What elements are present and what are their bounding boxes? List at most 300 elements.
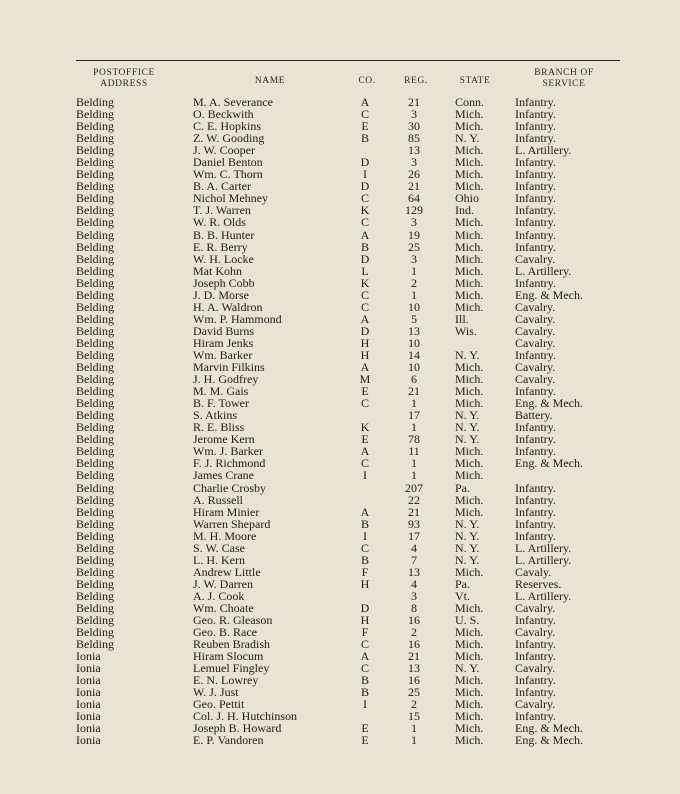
header-address-text: ADDRESS	[100, 79, 148, 89]
postoffice-cell: Ionia	[76, 721, 101, 736]
state-cell: Mich.	[455, 251, 484, 266]
branch-cell: Cavalry.	[515, 323, 556, 338]
regiment-cell: 4	[411, 576, 417, 591]
name-cell: Nichol Mehney	[193, 191, 268, 206]
postoffice-cell: Belding	[76, 215, 114, 230]
company-cell: B	[360, 685, 369, 700]
state-cell: Mich.	[455, 673, 484, 688]
branch-cell: Infantry.	[515, 637, 556, 652]
branch-cell: Cavaly.	[515, 564, 552, 579]
branch-cell: Cavalry.	[515, 335, 556, 350]
regiment-cell: 5	[411, 311, 417, 326]
postoffice-cell: Ionia	[76, 733, 101, 748]
name-cell: Geo. Pettit	[193, 697, 245, 712]
company-cell: C	[360, 215, 369, 230]
name-cell: J. W. Cooper	[193, 143, 256, 158]
state-cell: N. Y.	[455, 528, 480, 543]
table-row	[0, 650, 680, 662]
company-cell: B	[360, 673, 369, 688]
company-cell: C	[360, 107, 369, 122]
branch-cell: Cavalry.	[515, 697, 556, 712]
company-cell: C	[360, 637, 369, 652]
header-postoffice-text: POSTOFFICE	[93, 68, 155, 78]
column-header-name: NAME	[254, 76, 286, 86]
regiment-cell: 30	[408, 119, 420, 134]
postoffice-cell: Belding	[76, 384, 114, 399]
column-header-postoffice-address	[80, 68, 168, 94]
regiment-cell: 3	[411, 215, 417, 230]
postoffice-cell: Belding	[76, 576, 114, 591]
postoffice-cell: Belding	[76, 107, 114, 122]
regiment-cell: 85	[408, 131, 420, 146]
branch-cell: Infantry.	[515, 95, 556, 109]
branch-cell: Infantry.	[515, 167, 556, 182]
postoffice-cell: Belding	[76, 275, 114, 290]
branch-cell: Infantry.	[515, 649, 556, 664]
state-cell: Mich.	[455, 444, 484, 459]
name-cell: O. Beckwith	[193, 107, 254, 122]
company-cell: I	[363, 528, 367, 543]
postoffice-cell: Ionia	[76, 685, 101, 700]
company-cell: D	[360, 251, 370, 266]
postoffice-cell: Belding	[76, 396, 114, 411]
branch-cell: Cavalry.	[515, 600, 556, 615]
branch-cell: Eng. & Mech.	[515, 733, 583, 748]
state-cell: N. Y.	[455, 552, 480, 567]
state-cell: Mich.	[455, 372, 484, 387]
regiment-cell: 10	[408, 299, 420, 314]
name-cell: R. E. Bliss	[193, 420, 245, 435]
postoffice-cell: Belding	[76, 456, 114, 471]
regiment-cell: 1	[411, 733, 417, 748]
table-row	[0, 638, 680, 650]
company-cell: B	[360, 552, 369, 567]
regiment-cell: 3	[411, 155, 417, 170]
company-cell: H	[360, 613, 370, 628]
name-cell: Warren Shepard	[193, 516, 271, 531]
name-cell: C. E. Hopkins	[193, 119, 262, 134]
postoffice-cell: Belding	[76, 625, 114, 640]
branch-cell: Cavalry.	[515, 299, 556, 314]
company-cell: L	[361, 263, 369, 278]
postoffice-cell: Belding	[76, 203, 114, 218]
name-cell: B. B. Hunter	[193, 227, 255, 242]
name-cell: Wm. Barker	[193, 347, 253, 362]
regiment-cell: 207	[405, 480, 423, 495]
postoffice-cell: Belding	[76, 167, 114, 182]
state-cell: Mich.	[455, 107, 484, 122]
regiment-cell: 10	[408, 335, 420, 350]
regiment-cell: 2	[411, 697, 417, 712]
company-cell: A	[360, 444, 370, 459]
name-cell: J. W. Darren	[193, 576, 253, 591]
name-cell: A. J. Cook	[193, 588, 245, 603]
regiment-cell: 19	[408, 227, 420, 242]
postoffice-cell: Ionia	[76, 649, 101, 664]
postoffice-cell: Ionia	[76, 697, 101, 712]
name-cell: J. D. Morse	[193, 287, 249, 302]
regiment-cell: 16	[408, 613, 420, 628]
regiment-cell: 14	[408, 347, 420, 362]
table-row	[0, 216, 680, 228]
branch-cell: Infantry.	[515, 504, 556, 519]
state-cell: Mich.	[455, 179, 484, 194]
state-cell: N. Y.	[455, 131, 480, 146]
branch-cell: Infantry.	[515, 155, 556, 170]
state-cell: Mich.	[455, 263, 484, 278]
name-cell: Z. W. Gooding	[193, 131, 265, 146]
state-cell: Mich.	[455, 468, 484, 483]
regiment-cell: 16	[408, 637, 420, 652]
company-cell: D	[360, 155, 370, 170]
column-header-co: CO.	[358, 76, 376, 86]
company-cell: A	[360, 95, 370, 109]
table-row	[0, 289, 680, 301]
regiment-cell: 13	[408, 143, 420, 158]
postoffice-cell: Belding	[76, 600, 114, 615]
state-cell: Mich.	[455, 721, 484, 736]
name-cell: F. J. Richmond	[193, 456, 266, 471]
branch-cell: Eng. & Mech.	[515, 721, 583, 736]
postoffice-cell: Belding	[76, 263, 114, 278]
branch-cell: Infantry.	[515, 119, 556, 134]
postoffice-cell: Ionia	[76, 709, 101, 724]
state-cell: Wis.	[455, 323, 477, 338]
branch-cell: Infantry.	[515, 432, 556, 447]
state-cell: Mich.	[455, 287, 484, 302]
branch-cell: Infantry.	[515, 131, 556, 146]
branch-cell: L. Artillery.	[515, 552, 572, 567]
state-cell: Mich.	[455, 384, 484, 399]
postoffice-cell: Belding	[76, 480, 114, 495]
state-cell: Mich.	[455, 215, 484, 230]
regiment-cell: 13	[408, 564, 420, 579]
branch-cell: Cavalry.	[515, 625, 556, 640]
state-cell: N. Y.	[455, 420, 480, 435]
name-cell: Joseph B. Howard	[193, 721, 282, 736]
branch-cell: Infantry.	[515, 444, 556, 459]
company-cell: E	[361, 721, 369, 736]
regiment-cell: 6	[411, 372, 417, 387]
table-row	[0, 518, 680, 530]
company-cell: C	[360, 456, 369, 471]
branch-cell: Cavalry.	[515, 311, 556, 326]
branch-cell: Infantry.	[515, 384, 556, 399]
name-cell: Lemuel Fingley	[193, 661, 270, 676]
name-cell: Joseph Cobb	[193, 275, 255, 290]
postoffice-cell: Belding	[76, 227, 114, 242]
company-cell: A	[360, 227, 370, 242]
name-cell: Reuben Bradish	[193, 637, 270, 652]
postoffice-cell: Belding	[76, 528, 114, 543]
postoffice-cell: Belding	[76, 420, 114, 435]
company-cell: K	[360, 275, 370, 290]
table-row	[0, 241, 680, 253]
state-cell: Mich.	[455, 143, 484, 158]
header-branch-text: BRANCH OF	[534, 68, 594, 78]
state-cell: N. Y.	[455, 347, 480, 362]
name-cell: E. R. Berry	[193, 239, 248, 254]
name-cell: Wm. P. Hammond	[193, 311, 282, 326]
name-cell: Andrew Little	[193, 564, 261, 579]
company-cell: F	[361, 564, 369, 579]
regiment-cell: 21	[408, 384, 420, 399]
state-cell: N. Y.	[455, 408, 480, 423]
regiment-cell: 78	[408, 432, 420, 447]
company-cell: I	[363, 167, 367, 182]
branch-cell: Cavalry.	[515, 360, 556, 375]
name-cell: Hiram Slocum	[193, 649, 264, 664]
name-cell: A. Russell	[193, 492, 244, 507]
postoffice-cell: Belding	[76, 588, 114, 603]
postoffice-cell: Ionia	[76, 673, 101, 688]
state-cell: N. Y.	[455, 516, 480, 531]
name-cell: S. W. Case	[193, 540, 246, 555]
postoffice-cell: Belding	[76, 311, 114, 326]
table-row	[0, 494, 680, 506]
name-cell: Col. J. H. Hutchinson	[193, 709, 298, 724]
company-cell: A	[360, 649, 370, 664]
regiment-cell: 10	[408, 360, 420, 375]
header-rule	[76, 60, 620, 61]
branch-cell: L. Artillery.	[515, 263, 572, 278]
name-cell: David Burns	[193, 323, 254, 338]
name-cell: H. A. Waldron	[193, 299, 263, 314]
state-cell: Mich.	[455, 360, 484, 375]
company-cell: D	[360, 600, 370, 615]
branch-cell: Reserves.	[515, 576, 562, 591]
postoffice-cell: Belding	[76, 95, 114, 109]
regiment-cell: 21	[408, 504, 420, 519]
company-cell: A	[360, 360, 370, 375]
company-cell: M	[359, 372, 371, 387]
company-cell: A	[360, 311, 370, 326]
state-cell: Pa.	[455, 576, 470, 591]
company-cell: B	[360, 131, 369, 146]
table-row	[0, 506, 680, 518]
postoffice-cell: Belding	[76, 239, 114, 254]
company-cell: C	[360, 540, 369, 555]
state-cell: Mich.	[455, 155, 484, 170]
table-row	[0, 277, 680, 289]
table-row	[0, 674, 680, 686]
state-cell: N. Y.	[455, 661, 480, 676]
company-cell: C	[360, 661, 369, 676]
regiment-cell: 1	[411, 396, 417, 411]
name-cell: W. H. Locke	[193, 251, 254, 266]
branch-cell: L. Artillery.	[515, 588, 572, 603]
company-cell: D	[360, 323, 370, 338]
regiment-cell: 21	[408, 95, 420, 109]
regiment-cell: 1	[411, 263, 417, 278]
regiment-cell: 7	[411, 552, 417, 567]
state-cell: Pa.	[455, 480, 470, 495]
table-row	[0, 482, 680, 494]
regiment-cell: 21	[408, 649, 420, 664]
branch-cell: Infantry.	[515, 528, 556, 543]
branch-cell: Infantry.	[515, 709, 556, 724]
name-cell: M. M. Gais	[193, 384, 249, 399]
name-cell: E. N. Lowrey	[193, 673, 259, 688]
company-cell: I	[363, 468, 367, 483]
postoffice-cell: Belding	[76, 251, 114, 266]
company-cell: H	[360, 347, 370, 362]
branch-cell: Infantry.	[515, 685, 556, 700]
state-cell: Mich.	[455, 504, 484, 519]
branch-cell: L. Artillery.	[515, 540, 572, 555]
table-row	[0, 469, 680, 481]
regiment-cell: 22	[408, 492, 420, 507]
table-row	[0, 686, 680, 698]
name-cell: Mat Kohn	[193, 263, 242, 278]
table-row	[0, 229, 680, 241]
regiment-cell: 129	[405, 203, 423, 218]
postoffice-cell: Belding	[76, 155, 114, 170]
postoffice-cell: Belding	[76, 335, 114, 350]
postoffice-cell: Belding	[76, 119, 114, 134]
company-cell: K	[360, 203, 370, 218]
name-cell: Marvin Filkins	[193, 360, 265, 375]
company-cell: D	[360, 179, 370, 194]
company-cell: C	[360, 299, 369, 314]
name-cell: Geo. R. Gleason	[193, 613, 273, 628]
name-cell: Jerome Kern	[193, 432, 255, 447]
regiment-cell: 11	[408, 444, 420, 459]
postoffice-cell: Belding	[76, 372, 114, 387]
branch-cell: Infantry.	[515, 347, 556, 362]
state-cell: Mich.	[455, 275, 484, 290]
state-cell: Mich.	[455, 733, 484, 748]
name-cell: W. R. Olds	[193, 215, 246, 230]
state-cell: Conn.	[455, 95, 485, 109]
state-cell: Mich.	[455, 625, 484, 640]
company-cell: C	[360, 396, 369, 411]
regiment-cell: 2	[411, 275, 417, 290]
company-cell: K	[360, 420, 370, 435]
state-cell: Ill.	[455, 311, 469, 326]
branch-cell: Infantry.	[515, 227, 556, 242]
company-cell: F	[361, 625, 369, 640]
branch-cell: Infantry.	[515, 673, 556, 688]
regiment-cell: 17	[408, 408, 420, 423]
postoffice-cell: Belding	[76, 408, 114, 423]
name-cell: B. A. Carter	[193, 179, 251, 194]
table-row	[0, 542, 680, 554]
regiment-cell: 16	[408, 673, 420, 688]
postoffice-cell: Belding	[76, 191, 114, 206]
state-cell: Mich.	[455, 637, 484, 652]
state-cell: Ind.	[455, 203, 474, 218]
name-cell: T. J. Warren	[193, 203, 251, 218]
regiment-cell: 3	[411, 107, 417, 122]
regiment-cell: 8	[411, 600, 417, 615]
state-cell: Mich.	[455, 167, 484, 182]
company-cell: B	[360, 239, 369, 254]
name-cell: Wm. Choate	[193, 600, 254, 615]
branch-cell: Eng. & Mech.	[515, 456, 583, 471]
branch-cell: Infantry.	[515, 480, 556, 495]
branch-cell: Infantry.	[515, 420, 556, 435]
state-cell: Vt.	[455, 588, 470, 603]
name-cell: Hiram Minier	[193, 504, 260, 519]
branch-cell: Infantry.	[515, 179, 556, 194]
branch-cell: Infantry.	[515, 492, 556, 507]
name-cell: Wm. C. Thorn	[193, 167, 263, 182]
postoffice-cell: Belding	[76, 637, 114, 652]
branch-cell: Infantry.	[515, 107, 556, 122]
branch-cell: Cavalry.	[515, 251, 556, 266]
state-cell: Mich.	[455, 492, 484, 507]
state-cell: Mich.	[455, 697, 484, 712]
regiment-cell: 15	[408, 709, 420, 724]
regiment-cell: 1	[411, 420, 417, 435]
regiment-cell: 1	[411, 721, 417, 736]
table-row	[0, 530, 680, 542]
regiment-cell: 25	[408, 685, 420, 700]
postoffice-cell: Belding	[76, 468, 114, 483]
regiment-cell: 3	[411, 251, 417, 266]
branch-cell: L. Artillery.	[515, 143, 572, 158]
regiment-cell: 4	[411, 540, 417, 555]
branch-cell: Infantry.	[515, 275, 556, 290]
postoffice-cell: Belding	[76, 504, 114, 519]
branch-cell: Infantry.	[515, 215, 556, 230]
company-cell: C	[360, 287, 369, 302]
postoffice-cell: Belding	[76, 613, 114, 628]
name-cell: E. P. Vandoren	[193, 733, 264, 748]
roster-table-body	[0, 96, 680, 747]
name-cell: Hiram Jenks	[193, 335, 254, 350]
state-cell: Mich.	[455, 239, 484, 254]
company-cell: H	[360, 576, 370, 591]
postoffice-cell: Belding	[76, 347, 114, 362]
branch-cell: Eng. & Mech.	[515, 287, 583, 302]
branch-cell: Infantry.	[515, 516, 556, 531]
header-service-text: SERVICE	[542, 79, 586, 89]
postoffice-cell: Belding	[76, 564, 114, 579]
company-cell: H	[360, 335, 370, 350]
postoffice-cell: Belding	[76, 432, 114, 447]
regiment-cell: 93	[408, 516, 420, 531]
column-header-branch-of-service	[518, 68, 610, 94]
company-cell: E	[361, 733, 369, 748]
postoffice-cell: Belding	[76, 143, 114, 158]
state-cell: Mich.	[455, 396, 484, 411]
company-cell: C	[360, 191, 369, 206]
state-cell: Mich.	[455, 119, 484, 134]
state-cell: N. Y.	[455, 540, 480, 555]
state-cell: Mich.	[455, 299, 484, 314]
name-cell: Charlie Crosby	[193, 480, 266, 495]
regiment-cell: 2	[411, 625, 417, 640]
column-header-reg: REG.	[404, 76, 428, 86]
table-row	[0, 265, 680, 277]
company-cell: E	[361, 432, 369, 447]
state-cell: Mich.	[455, 600, 484, 615]
state-cell: Mich.	[455, 456, 484, 471]
postoffice-cell: Belding	[76, 131, 114, 146]
table-row	[0, 662, 680, 674]
table-row	[0, 253, 680, 265]
regiment-cell: 26	[408, 167, 420, 182]
name-cell: B. F. Tower	[193, 396, 249, 411]
state-cell: Mich.	[455, 649, 484, 664]
regiment-cell: 13	[408, 661, 420, 676]
postoffice-cell: Belding	[76, 540, 114, 555]
regiment-cell: 1	[411, 287, 417, 302]
branch-cell: Cavalry.	[515, 661, 556, 676]
state-cell: Mich.	[455, 709, 484, 724]
